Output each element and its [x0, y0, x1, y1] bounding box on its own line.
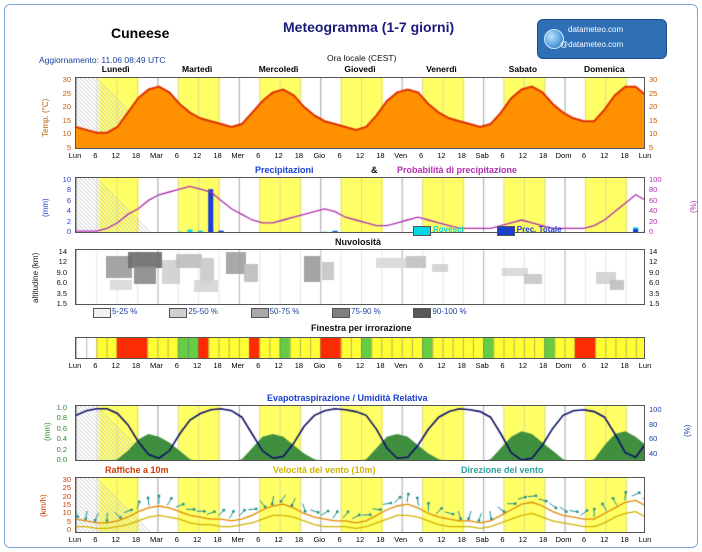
- wind-gust-title: Raffiche a 10m: [105, 465, 169, 475]
- x-axis-tick: 18: [376, 151, 385, 160]
- day-label: Mercoledì: [258, 64, 299, 74]
- precip-axis-label: (mm): [41, 198, 50, 217]
- axis-tick: 20: [62, 102, 71, 112]
- axis-tick: 12: [58, 257, 67, 267]
- legend-swatch: [497, 226, 515, 236]
- axis-tick: 1.5: [649, 299, 660, 308]
- day-label: Giovedì: [344, 64, 376, 74]
- axis-tick: 5: [649, 143, 654, 152]
- wind-axis-label: (km/h): [39, 494, 48, 517]
- x-axis-tick: 12: [437, 151, 446, 160]
- axis-tick: 0: [649, 227, 654, 236]
- x-axis-tick: 6: [418, 535, 424, 544]
- axis-tick: 0.0: [56, 455, 67, 464]
- legend-swatch: [332, 308, 350, 318]
- x-axis-tick: Ven: [394, 535, 408, 544]
- x-axis-tick: 18: [294, 151, 304, 160]
- axis-tick: 12: [649, 257, 658, 267]
- legend-label: 5-25 %: [112, 307, 138, 316]
- axis-tick: 9.0: [56, 267, 67, 277]
- x-axis-tick: Lun: [638, 151, 652, 160]
- x-axis-tick: Gio: [313, 151, 326, 160]
- x-axis-tick: Mer: [231, 151, 245, 160]
- spray-title: Finestra per irrorazione: [311, 323, 412, 333]
- day-label: Lunedì: [101, 64, 130, 74]
- x-axis-tick: Sab: [475, 151, 489, 160]
- x-axis-tick: Ven: [394, 151, 408, 160]
- x-axis-tick: 12: [192, 361, 202, 370]
- x-axis-tick: 6: [500, 361, 505, 370]
- x-axis-tick: 6: [174, 151, 179, 160]
- axis-tick: 6.0: [56, 278, 67, 288]
- axis-tick: 30: [649, 75, 658, 84]
- x-axis-tick: 6: [174, 535, 179, 544]
- axis-tick: 20: [649, 216, 658, 226]
- local-time-label: Ora locale (CEST): [327, 53, 397, 63]
- temperature-chart: [75, 77, 645, 149]
- x-axis-tick: 18: [457, 535, 466, 544]
- axis-tick: 20: [649, 102, 658, 112]
- x-axis-tick: 6: [581, 535, 586, 544]
- x-axis-tick: 18: [620, 361, 629, 370]
- x-axis-tick: 12: [518, 151, 528, 160]
- x-axis-tick: 6: [337, 361, 342, 370]
- x-axis-tick: 12: [355, 151, 365, 160]
- logo-line1: datameteo.com: [568, 25, 624, 34]
- x-axis-tick: Dom: [555, 361, 572, 370]
- x-axis-tick: 18: [213, 151, 222, 160]
- x-axis-tick: 18: [457, 151, 466, 160]
- x-axis-tick: Lun: [638, 535, 652, 544]
- x-axis-tick: 18: [620, 151, 629, 160]
- x-axis-tick: Mer: [231, 361, 245, 370]
- legend-swatch: [251, 308, 269, 318]
- x-axis-tick: 12: [274, 535, 283, 544]
- axis-tick: 3.5: [56, 288, 67, 298]
- precip-title-left: Precipitazioni: [255, 165, 314, 175]
- x-axis-tick: Lun: [638, 361, 652, 370]
- axis-tick: 15: [62, 500, 71, 509]
- x-axis-tick: Mer: [231, 535, 245, 544]
- x-axis-tick: 18: [294, 535, 304, 544]
- axis-tick: 30: [62, 475, 71, 484]
- x-axis-tick: 6: [337, 151, 342, 160]
- x-axis-tick: 12: [274, 361, 283, 370]
- x-axis-tick: 6: [93, 361, 98, 370]
- x-axis-tick: 12: [192, 535, 202, 544]
- x-axis-tick: 12: [600, 535, 609, 544]
- x-axis-tick: 18: [131, 361, 141, 370]
- wind-speed-title: Velocità del vento (10m): [273, 465, 376, 475]
- x-axis-tick: Sab: [475, 535, 489, 544]
- x-axis-tick: 6: [174, 361, 179, 370]
- axis-tick: 14: [58, 247, 67, 256]
- legend-label: 25-50 %: [188, 307, 218, 316]
- wind-dir-title: Direzione del vento: [461, 465, 544, 475]
- x-axis-tick: 18: [457, 361, 466, 370]
- axis-tick: 8: [66, 185, 71, 195]
- axis-tick: 25: [62, 483, 71, 493]
- x-axis-tick: 6: [581, 151, 586, 160]
- x-axis-tick: 18: [294, 361, 304, 370]
- axis-tick: 80: [649, 419, 658, 429]
- axis-tick: 6: [66, 195, 71, 205]
- axis-tick: 10: [62, 129, 71, 139]
- x-axis-tick: Ven: [394, 361, 408, 370]
- evap-axis-label: (mm): [43, 422, 52, 441]
- x-axis-tick: Dom: [555, 151, 572, 160]
- x-axis-tick: 12: [518, 535, 528, 544]
- legend-swatch: [169, 308, 187, 318]
- axis-tick: 0.6: [56, 423, 67, 433]
- x-axis-tick: 6: [93, 151, 98, 160]
- axis-tick: 1.5: [56, 299, 67, 308]
- axis-tick: 60: [649, 434, 658, 444]
- x-axis-tick: Gio: [313, 361, 326, 370]
- axis-tick: 25: [649, 88, 658, 98]
- legend-label: Prec. Totale: [516, 225, 562, 234]
- temp-axis-label: Temp. (°C): [41, 98, 50, 137]
- x-axis-tick: 6: [256, 361, 261, 370]
- axis-tick: 0.8: [56, 413, 67, 423]
- x-axis-tick: 18: [131, 151, 141, 160]
- axis-tick: 10: [62, 508, 71, 518]
- axis-tick: 10: [62, 175, 71, 184]
- precip-title-right: Probabilità di precipitazione: [397, 165, 518, 175]
- evap-axis-label-right: (%): [683, 424, 692, 437]
- x-axis-tick: 12: [518, 361, 528, 370]
- page-title: Meteogramma (1-7 giorni): [283, 19, 455, 35]
- axis-tick: 10: [649, 129, 658, 139]
- legend-swatch: [413, 226, 431, 236]
- wind-chart: [75, 477, 645, 533]
- axis-tick: 100: [649, 405, 662, 414]
- datameteo-logo[interactable]: [537, 19, 667, 59]
- legend-swatch: [413, 308, 431, 318]
- x-axis-tick: Lun: [68, 151, 82, 160]
- legend-swatch: [93, 308, 111, 318]
- precip-axis-label-right: (%): [689, 200, 698, 213]
- x-axis-tick: 6: [93, 535, 98, 544]
- x-axis-tick: 6: [418, 151, 424, 160]
- evapotranspiration-chart: [75, 405, 645, 461]
- x-axis-tick: 12: [192, 151, 202, 160]
- axis-tick: 1.0: [56, 403, 67, 412]
- x-axis-tick: 6: [418, 361, 424, 370]
- axis-tick: 0.2: [56, 444, 67, 454]
- x-axis-tick: 18: [539, 151, 548, 160]
- axis-tick: 100: [649, 175, 662, 184]
- x-axis-tick: 12: [111, 361, 120, 370]
- legend-label: Rovesci: [433, 225, 464, 234]
- x-axis-tick: 12: [355, 535, 365, 544]
- x-axis-tick: 12: [437, 361, 446, 370]
- axis-tick: 5: [66, 143, 71, 152]
- axis-tick: 6.0: [649, 278, 660, 288]
- axis-tick: 15: [62, 115, 71, 125]
- update-timestamp: Aggiornamento: 11.06 08:49 UTC: [39, 55, 166, 65]
- axis-tick: 2: [66, 216, 71, 226]
- axis-tick: 14: [649, 247, 658, 256]
- legend-label: 50-75 %: [269, 307, 300, 316]
- x-axis-tick: 12: [274, 151, 283, 160]
- precip-title-amp: &: [371, 165, 378, 175]
- x-axis-tick: 12: [111, 535, 120, 544]
- axis-tick: 25: [62, 88, 71, 98]
- x-axis-tick: Mar: [149, 361, 163, 370]
- x-axis-tick: 6: [256, 535, 261, 544]
- x-axis-tick: 12: [600, 151, 609, 160]
- axis-tick: 60: [649, 195, 658, 205]
- legend-label: 90-100 %: [432, 307, 467, 316]
- x-axis-tick: 18: [539, 535, 548, 544]
- x-axis-tick: 6: [500, 151, 505, 160]
- axis-tick: 20: [62, 491, 71, 501]
- axis-tick: 30: [62, 75, 71, 84]
- cloud-chart: [75, 249, 645, 305]
- x-axis-tick: Dom: [555, 535, 572, 544]
- x-axis-tick: 18: [131, 535, 141, 544]
- x-axis-tick: 18: [620, 535, 629, 544]
- x-axis-tick: 12: [600, 361, 609, 370]
- axis-tick: 0: [66, 227, 71, 236]
- evap-title: Evapotraspirazione / Umidità Relativa: [267, 393, 428, 403]
- x-axis-tick: 18: [539, 361, 548, 370]
- x-axis-tick: 18: [376, 535, 385, 544]
- x-axis-tick: 18: [213, 361, 222, 370]
- x-axis-tick: Lun: [68, 535, 82, 544]
- x-axis-tick: 6: [500, 535, 505, 544]
- axis-tick: 4: [66, 206, 71, 216]
- axis-tick: 9.0: [649, 267, 660, 277]
- axis-tick: 15: [649, 115, 658, 125]
- x-axis-tick: Lun: [68, 361, 82, 370]
- x-axis-tick: Sab: [475, 361, 489, 370]
- meteogram-window: [4, 4, 698, 548]
- x-axis-tick: 12: [437, 535, 446, 544]
- logo-line2: @datameteo.com: [560, 40, 624, 49]
- clouds-axis-label: altitudine (km): [31, 252, 40, 303]
- axis-tick: 40: [649, 449, 658, 458]
- clouds-title: Nuvolosità: [335, 237, 382, 247]
- x-axis-tick: 18: [376, 361, 385, 370]
- x-axis-tick: Mar: [149, 535, 163, 544]
- day-label: Venerdì: [426, 64, 457, 74]
- day-label: Martedì: [182, 64, 213, 74]
- x-axis-tick: Gio: [313, 535, 326, 544]
- axis-tick: 40: [649, 206, 658, 216]
- day-label: Domenica: [583, 64, 625, 74]
- x-axis-tick: 12: [355, 361, 365, 370]
- legend-label: 75-90 %: [351, 307, 381, 316]
- axis-tick: 0.4: [56, 434, 67, 444]
- x-axis-tick: 18: [213, 535, 222, 544]
- location-title: Cuneese: [111, 25, 170, 41]
- spray-window-chart: [75, 337, 645, 359]
- x-axis-tick: 12: [111, 151, 120, 160]
- x-axis-tick: 6: [337, 535, 342, 544]
- axis-tick: 5: [66, 516, 71, 526]
- x-axis-tick: 6: [581, 361, 586, 370]
- x-axis-tick: Mar: [149, 151, 163, 160]
- day-label: Sabato: [508, 64, 538, 74]
- axis-tick: 3.5: [649, 288, 660, 298]
- x-axis-tick: 6: [256, 151, 261, 160]
- axis-tick: 80: [649, 185, 658, 195]
- axis-tick: 0: [66, 525, 71, 534]
